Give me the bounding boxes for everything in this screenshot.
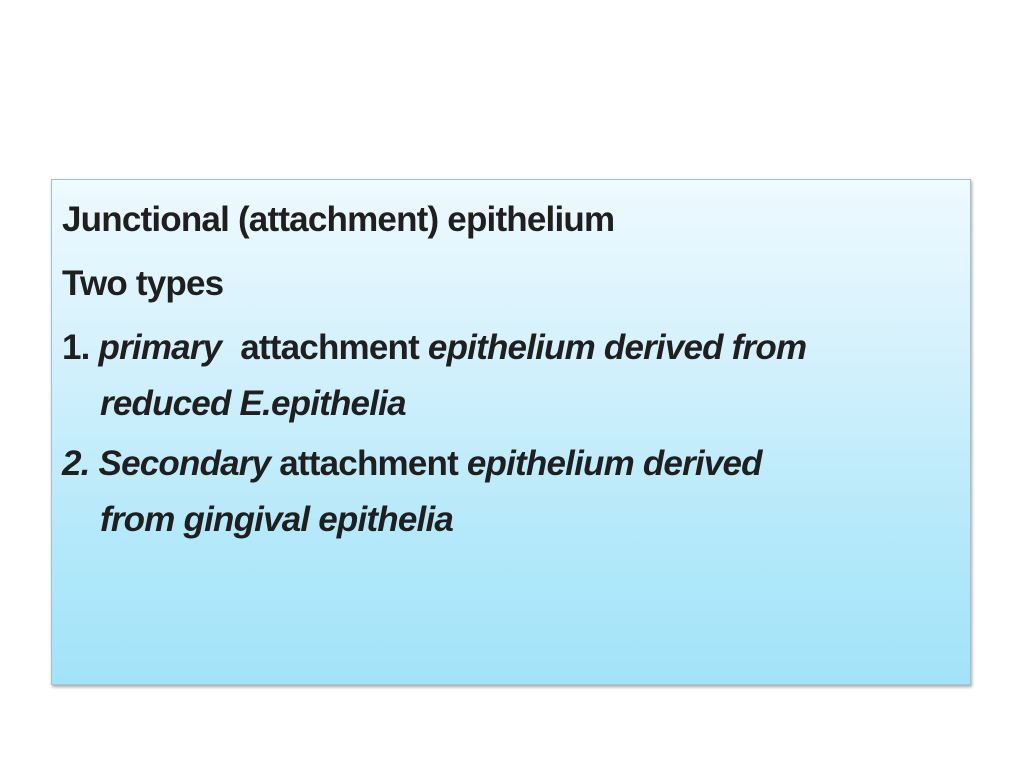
- list-item-1: [62, 320, 967, 432]
- list-item-2-connector: attachment: [279, 444, 458, 483]
- list-item-2-number: 2.: [62, 444, 90, 483]
- content-body: [62, 188, 967, 548]
- subheading: Two types: [62, 264, 224, 303]
- list-item-1-desc-line1: epithelium derived from: [427, 328, 807, 367]
- list-item-1-term: primary: [98, 328, 222, 367]
- list-item-1-desc-line2: reduced E.epithelia: [100, 384, 406, 423]
- content-text-box: [51, 179, 971, 685]
- heading: Junctional (attachment) epithelium: [62, 200, 615, 239]
- list-item-2: [62, 436, 967, 548]
- list-item-2-desc-line2: from gingival epithelia: [100, 500, 454, 539]
- list-item-1-first-line: [62, 320, 967, 376]
- list-item-2-first-line: [62, 436, 967, 492]
- list-item-1-connector: attachment: [240, 328, 419, 367]
- list-item-1-number: 1.: [62, 328, 90, 367]
- list-item-2-term: Secondary: [98, 444, 271, 483]
- list-item-2-desc-line1: epithelium derived: [466, 444, 762, 483]
